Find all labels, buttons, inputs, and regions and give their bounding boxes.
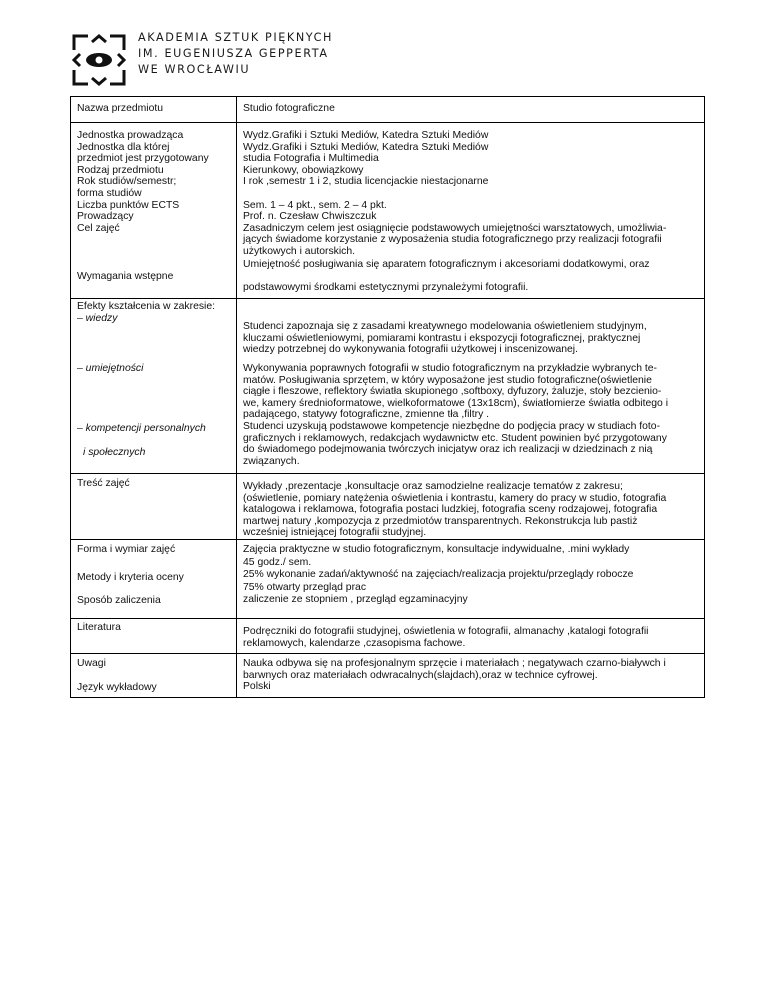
value-nazwa: Studio fotograficzne <box>243 103 335 114</box>
value-umiejetnosci-2: matów. Posługiwania sprzętem, w który wyposażone jest studio fotograficzne(oświetlenie <box>243 374 652 386</box>
value-jednostka-dla: Wydz.Grafiki i Sztuki Mediów, Katedra Sztuki Mediów <box>243 141 489 153</box>
label-efekty: Efekty kształcenia w zakresie: <box>77 301 216 312</box>
value-kompetencje-2: graficznych i reklamowych, redakcjach wydawnictw etc. Student powinien być przygotowany <box>243 432 667 444</box>
value-tresc-1: Wykłady ,prezentacje ,konsultacje oraz samodzielne realizacje tematów z zakresu; <box>243 481 623 492</box>
label-metody: Metody i kryteria oceny <box>77 572 184 583</box>
value-forma-2: 45 godz./ sem. <box>243 556 312 568</box>
value-wiedzy-2: kluczami oświetleniowymi, pomiarami kontrastu i ekspozycji fotograficznej, praktycznej <box>243 332 641 344</box>
label-uwagi: Uwagi <box>77 658 106 669</box>
row-divider <box>71 122 704 123</box>
label-spolecznych: i społecznych <box>83 447 146 458</box>
label-jednostka-dla: Jednostka dla której <box>77 141 170 153</box>
value-uwagi-2: barwnych oraz materiałach odwracalnych(slajdach),oraz w technice cyfrowej. <box>243 669 598 681</box>
institution-line-1: AKADEMIA SZTUK PIĘKNYCH <box>138 31 334 44</box>
value-kompetencje-1: Studenci uzyskują podstawowe kompetencje niezbędne do podjęcia pracy w studiach foto- <box>243 421 661 432</box>
label-rodzaj: Rodzaj przedmiotu <box>77 164 164 176</box>
row-divider <box>71 473 704 474</box>
label-wiedzy: – wiedzy <box>77 313 118 324</box>
course-table <box>70 96 705 698</box>
institution-line-3: WE WROCŁAWIU <box>138 63 251 76</box>
value-prowadzacy: Prof. n. Czesław Chwiszczuk <box>243 211 377 223</box>
value-cel-2: jących świadome korzystanie z wyposażenia studia fotograficznego przy realizacji fotografii <box>243 234 662 246</box>
institution-name <box>138 30 333 78</box>
label-forma-studiow: forma studiów <box>77 188 142 199</box>
column-divider <box>236 97 237 697</box>
value-jednostka-dla-2: studia Fotografia i Multimedia <box>243 153 379 165</box>
label-ects: Liczba punktów ECTS <box>77 199 180 211</box>
value-cel-1: Zasadniczym celem jest osiągnięcie podstawowych umiejętności warsztatowych, umożliwia- <box>243 222 667 234</box>
label-sposob: Sposób zaliczenia <box>77 595 161 606</box>
academy-logo-icon <box>70 32 128 88</box>
row-divider <box>71 298 704 299</box>
label-kompetencje: – kompetencji personalnych <box>77 423 206 434</box>
label-rok: Rok studiów/semestr; <box>77 176 177 188</box>
row-divider <box>71 653 704 654</box>
label-jezyk: Język wykładowy <box>77 682 157 693</box>
value-kompetencje-4: związanych. <box>243 455 300 467</box>
label-jednostka-dla-2: przedmiot jest przygotowany <box>77 153 209 165</box>
value-tresc-5: wcześniej istniejącej fotografii studyjnej. <box>243 527 427 539</box>
value-ects: Sem. 1 – 4 pkt., sem. 2 – 4 pkt. <box>243 199 387 211</box>
value-metody-1: 25% wykonanie zadań/aktywność na zajęciach/realizacja projektu/przeglądy robocze <box>243 569 634 581</box>
value-wymagania-2: podstawowymi środkami estetycznymi przynależymi fotografii. <box>243 282 529 293</box>
label-literatura: Literatura <box>77 622 121 633</box>
institution-line-2: IM. EUGENIUSZA GEPPERTA <box>138 47 329 60</box>
value-uwagi-1: Nauka odbywa się na profesjonalnym sprzęcie i materiałach ; negatywach czarno-białywch i <box>243 658 666 669</box>
value-umiejetnosci-3: ciągłe i fleszowe, reflektory światła skupionego ,softboxy, dyfuzory, żaluzje, stoły bezcienio- <box>243 386 662 398</box>
header <box>70 30 333 90</box>
value-literatura-2: reklamowych, kalendarze ,czasopisma fachowe. <box>243 637 466 649</box>
value-kompetencje-3: do świadomego podejmowania twórczych inicjatyw oraz ich realizacji w dziedzinach z nią <box>243 444 653 456</box>
label-forma: Forma i wymiar zajęć <box>77 544 176 555</box>
value-tresc-3: katalogowa i reklamowa, fotografia postaci ludzkiej, fotografia sceny rodzajowej, fotografia <box>243 504 658 516</box>
row-divider <box>71 618 704 619</box>
label-jednostka-prowadzaca: Jednostka prowadząca <box>77 130 184 141</box>
value-umiejetnosci-5: padającego, statywy fotograficzne, zmienne tła ,filtry . <box>243 409 490 421</box>
label-prowadzacy: Prowadzący <box>77 211 134 223</box>
value-umiejetnosci-1: Wykonywania poprawnych fotografii w studio fotograficznym na przykładzie wybranych te- <box>243 363 657 374</box>
value-cel-3: użytkowych i autorskich. <box>243 246 356 257</box>
value-jednostka-prowadzaca: Wydz.Grafiki i Sztuki Mediów, Katedra Sztuki Mediów <box>243 130 489 141</box>
row-divider <box>71 539 704 540</box>
label-tresc: Treść zajęć <box>77 478 130 489</box>
label-wymagania: Wymagania wstępne <box>77 271 174 282</box>
label-nazwa: Nazwa przedmiotu <box>77 103 164 114</box>
value-rodzaj: Kierunkowy, obowiązkowy <box>243 164 364 176</box>
value-forma-1: Zajęcia praktyczne w studio fotograficznym, konsultacje indywidualne, .mini wykłady <box>243 544 630 555</box>
value-sposob: zaliczenie ze stopniem , przegląd egzaminacyjny <box>243 594 468 606</box>
value-wiedzy-3: wiedzy potrzebnej do wykonywania fotografii użytkowej i inscenizowanej. <box>243 344 578 356</box>
value-tresc-4: martwej natury ,kompozycja z przedmiotów transparentnych. Rekonstrukcja lub pastiż <box>243 515 638 527</box>
value-jezyk: Polski <box>243 681 271 693</box>
value-tresc-2: (oświetlenie, pomiary natężenia oświetlenia i kontrastu, kamery do pracy w studio, fotografia <box>243 492 667 504</box>
value-metody-2: 75% otwarty przegląd prac <box>243 581 367 593</box>
value-rok: I rok ,semestr 1 i 2, studia licencjackie niestacjonarne <box>243 176 489 188</box>
value-literatura-1: Podręczniki do fotografii studyjnej, oświetlenia w fotografii, almanachy ,katalogi fotografii <box>243 626 649 637</box>
value-wymagania-1: Umiejętność posługiwania się aparatem fotograficznym i akcesoriami dodatkowymi, oraz <box>243 259 650 270</box>
label-umiejetnosci: – umiejętności <box>77 363 144 374</box>
label-cel: Cel zajęć <box>77 222 120 234</box>
value-umiejetnosci-4: we, kamery średnioformatowe, wielkoformatowe (13x18cm), światłomierze światła odbitego i <box>243 397 669 409</box>
value-wiedzy-1: Studenci zapoznaja się z zasadami kreatywnego modelowania oświetleniem studyjnym, <box>243 321 647 332</box>
